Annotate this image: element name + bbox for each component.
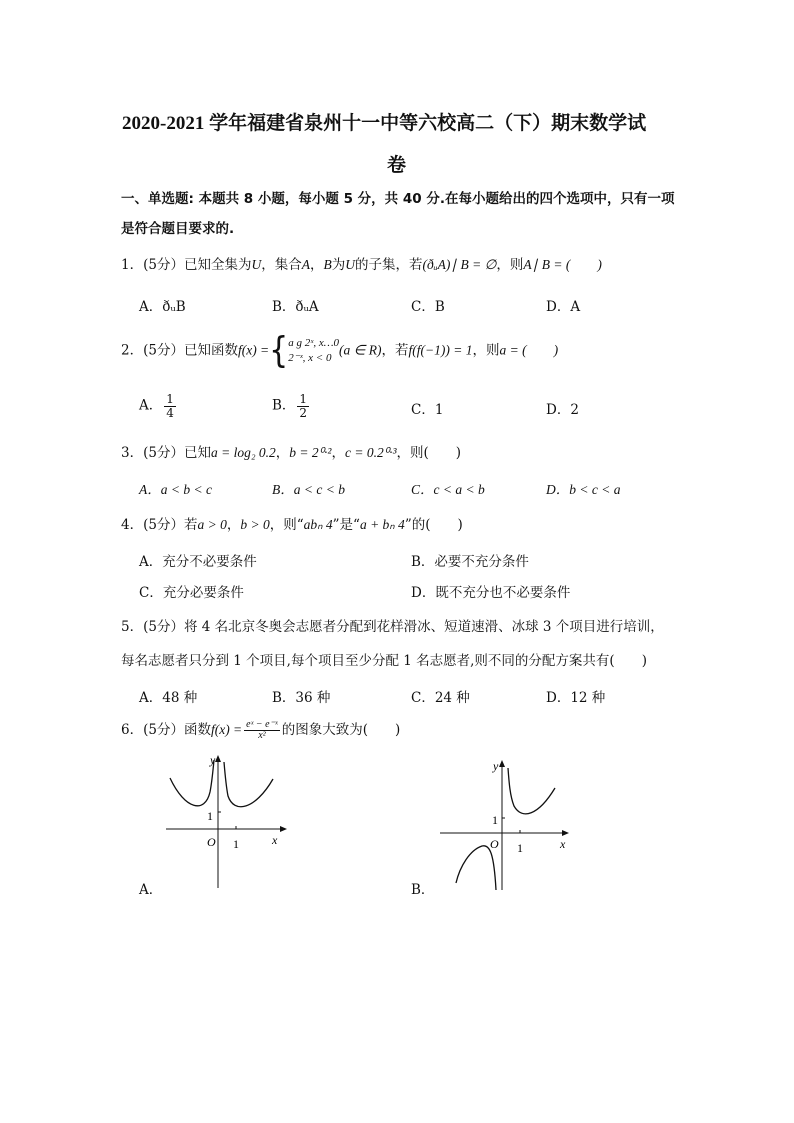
question-5-stem-continued: 每名志愿者只分到 1 个项目,每个项目至少分配 1 名志愿者,则不同的分配方案共有( ): [121, 653, 647, 669]
graph-a: [150, 752, 300, 892]
graph-b-x-one: 1: [517, 841, 523, 855]
graph-b-origin-label: O: [490, 837, 499, 851]
question-2-option-c[interactable]: C．1: [411, 402, 444, 418]
question-4-option-c[interactable]: C．充分必要条件: [139, 585, 244, 601]
question-5-option-a[interactable]: A．48 种: [139, 690, 198, 706]
question-3-stem: 3．(5分）已知a = log₂ 0.2，b = 2⁰·²，c = 0.2⁰·³，则( ): [121, 445, 462, 461]
graph-a-x-one: 1: [233, 837, 239, 851]
question-5-option-b[interactable]: B．36 种: [272, 690, 331, 706]
graph-b-y-label: y: [493, 759, 499, 773]
question-3-option-b[interactable]: B．a < c < b: [272, 482, 345, 497]
question-5-option-c[interactable]: C．24 种: [411, 690, 470, 706]
question-1-option-a[interactable]: A．ðᵤB: [139, 299, 186, 315]
question-2-stem: 2．(5分）已知函数f(x) ={ a g 2ˣ, x…0 2⁻ˣ, x < 0 (a ∈ R)，若f(f(−1)) = 1，则a = ( ): [121, 329, 559, 372]
question-2-option-d[interactable]: D．2: [546, 402, 579, 418]
graph-b-y-arrow: [499, 760, 505, 767]
graph-a-curve-right: [224, 762, 273, 807]
graph-a-y-arrow: [215, 755, 221, 762]
graph-b-curve-right: [508, 768, 555, 814]
question-4-option-d[interactable]: D．既不充分也不必要条件: [411, 585, 571, 601]
page-title-continued: 卷: [387, 155, 407, 176]
question-1-stem: 1．(5分）已知全集为U，集合A，B为U的子集，若(ðᵤA)∣ B = ∅，则A∣ B = ( ): [121, 257, 602, 273]
question-3-option-c[interactable]: C．c < a < b: [411, 482, 485, 497]
graph-b: [430, 758, 580, 893]
question-6-stem: 6．(5分）函数f(x) = $\frac{\text{eˣ − e⁻ˣ}}{\text{x²}}$ 的图象大致为( ): [121, 718, 401, 741]
graph-a-x-arrow: [280, 826, 287, 832]
question-1-option-c[interactable]: C．B: [411, 299, 445, 315]
question-3-option-a[interactable]: A．a < b < c: [139, 482, 212, 497]
question-6-option-a[interactable]: A．: [139, 882, 163, 898]
question-3-option-d[interactable]: D．b < c < a: [546, 482, 621, 497]
graph-b-x-arrow: [562, 830, 569, 836]
page-title: 2020-2021 学年福建省泉州十一中等六校高二（下）期末数学试: [122, 113, 647, 134]
section-header-continued: 是符合题目要求的.: [121, 221, 235, 237]
graph-a-y-label: y: [210, 753, 216, 767]
brace-icon: {: [269, 329, 289, 372]
question-6-option-b[interactable]: B．: [411, 882, 435, 898]
graph-b-curve-left: [456, 846, 496, 890]
graph-b-x-label: x: [560, 837, 566, 851]
question-1-option-b[interactable]: B．ðᵤA: [272, 299, 319, 315]
graph-a-x-label: x: [272, 833, 278, 847]
question-4-stem: 4．(5分）若a > 0，b > 0，则“abₙ 4”是“a + bₙ 4”的( ): [121, 517, 463, 533]
question-2-option-a[interactable]: A． $\frac{1}{4}$: [139, 392, 174, 420]
question-1-option-d[interactable]: D．A: [546, 299, 581, 315]
section-header: 一、单选题: 本题共 8 小题，每小题 5 分，共 40 分.在每小题给出的四个选项中，只有一项: [121, 191, 675, 207]
question-4-option-b[interactable]: B．必要不充分条件: [411, 554, 529, 570]
graph-a-origin-label: O: [207, 835, 216, 849]
graph-a-y-one: 1: [207, 809, 213, 823]
question-5-stem: 5．(5分）将 4 名北京冬奥会志愿者分配到花样滑冰、短道速滑、冰球 3 个项目进行培训，: [121, 619, 664, 635]
question-4-option-a[interactable]: A．充分不必要条件: [139, 554, 257, 570]
graph-b-y-one: 1: [492, 813, 498, 827]
graph-a-curve-left: [170, 760, 214, 806]
question-5-option-d[interactable]: D．12 种: [546, 690, 606, 706]
question-2-option-b[interactable]: B． $\frac{1}{2}$: [272, 392, 308, 420]
